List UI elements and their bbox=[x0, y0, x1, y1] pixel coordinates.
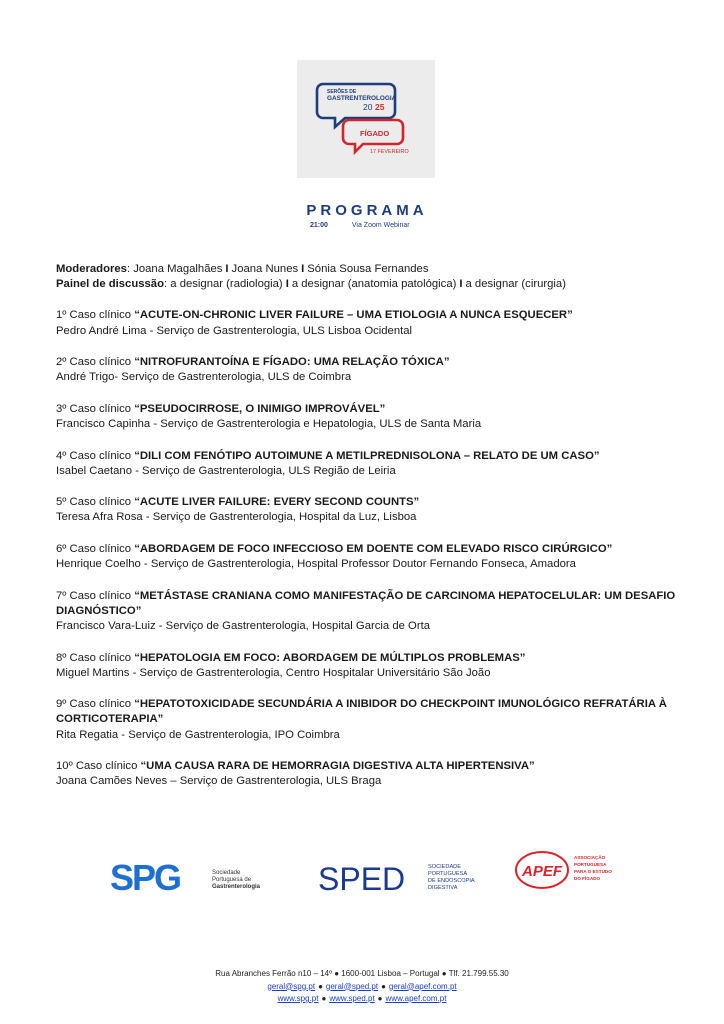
event-subline bbox=[310, 222, 410, 229]
separator: I bbox=[285, 278, 289, 291]
sped-logo bbox=[318, 858, 488, 903]
email-link-sped[interactable]: geral@sped.pt bbox=[325, 981, 379, 991]
footer-websites bbox=[0, 993, 724, 1006]
logo-topic: FÍGADO bbox=[360, 129, 390, 138]
apef-line2: PORTUGUESA bbox=[574, 862, 607, 867]
moderator-name: Joana Nunes bbox=[231, 263, 299, 275]
spg-line1: Sociedade bbox=[212, 870, 241, 876]
case-item bbox=[56, 449, 676, 479]
footer-address: Rua Abranches Ferrão n10 – 14º ● 1600-001 Lisboa – Portugal ● Tlf. 21.799.55.30 bbox=[215, 969, 509, 978]
case-presenter: Isabel Caetano - Serviço de Gastrenterologia, ULS Região de Leiria bbox=[56, 464, 396, 477]
case-item bbox=[56, 542, 676, 572]
website-link-spg[interactable]: www.spg.pt bbox=[277, 994, 319, 1003]
case-prefix: 5º Caso clínico bbox=[56, 496, 132, 509]
spg-logo bbox=[110, 858, 280, 903]
moderators-label: Moderadores bbox=[56, 263, 127, 275]
event-logo bbox=[297, 60, 435, 178]
case-prefix: 6º Caso clínico bbox=[56, 542, 132, 555]
event-time: 21:00 bbox=[310, 222, 328, 229]
apef-logo bbox=[514, 848, 614, 901]
case-title: “HEPATOLOGIA EM FOCO: ABORDAGEM DE MÚLTIPLOS PROBLEMAS” bbox=[134, 651, 526, 664]
moderator-name: Joana Magalhães bbox=[133, 263, 223, 275]
case-title: “DILI COM FENÓTIPO AUTOIMUNE A METILPREDNISOLONA – RELATO DE UM CASO” bbox=[134, 449, 600, 462]
footer-emails bbox=[0, 981, 724, 994]
panel-label: Painel de discussão bbox=[56, 278, 164, 291]
panel-line: Painel de discussão: a designar (radiologia) I a designar (anatomia patológica) I a designar (cirurgia) bbox=[56, 278, 566, 291]
separator: I bbox=[225, 263, 229, 275]
case-title: “HEPATOTOXICIDADE SECUNDÁRIA A INIBIDOR DO CHECKPOINT IMUNOLÓGICO REFRATÁRIA À CORTICOTERAPIA” bbox=[56, 698, 667, 726]
case-title: “UMA CAUSA RARA DE HEMORRAGIA DIGESTIVA ALTA HIPERTENSIVA” bbox=[140, 760, 535, 773]
panel-item: a designar (anatomia patológica) bbox=[291, 278, 457, 291]
event-location: Via Zoom Webinar bbox=[351, 222, 410, 229]
case-list bbox=[56, 308, 676, 789]
case-presenter: Miguel Martins - Serviço de Gastrenterologia, Centro Hospitalar Universitário São João bbox=[56, 666, 491, 679]
case-item bbox=[56, 589, 676, 635]
case-item bbox=[56, 697, 676, 743]
case-prefix: 1º Caso clínico bbox=[56, 309, 132, 322]
website-link-sped[interactable]: www.sped.pt bbox=[329, 994, 375, 1003]
separator: I bbox=[301, 263, 305, 275]
panel-item: a designar (radiologia) bbox=[170, 278, 283, 291]
sponsor-logos bbox=[0, 848, 724, 908]
logo-line2: GASTRENTEROLOGIA bbox=[327, 95, 397, 102]
logo-line1: SERÕES DE bbox=[327, 89, 357, 95]
bullet: ● bbox=[377, 994, 383, 1003]
case-item bbox=[56, 355, 676, 385]
case-prefix: 8º Caso clínico bbox=[56, 651, 132, 664]
case-presenter: Francisco Vara-Luiz - Serviço de Gastrenterologia, Hospital Garcia de Orta bbox=[56, 620, 430, 633]
spg-mark: SPG bbox=[110, 858, 181, 898]
sped-line3: DE ENDOSCOPIA bbox=[428, 878, 475, 884]
panel-item: a designar (cirurgia) bbox=[465, 278, 566, 291]
case-title: “ACUTE LIVER FAILURE: EVERY SECOND COUNTS” bbox=[134, 496, 420, 509]
bullet: ● bbox=[321, 994, 327, 1003]
case-presenter: Rita Regatia - Serviço de Gastrenterologia, IPO Coimbra bbox=[56, 728, 340, 741]
apef-line3: PARA O ESTUDO bbox=[574, 869, 612, 874]
case-presenter: Henrique Coelho - Serviço de Gastrenterologia, Hospital Professor Doutor Fernando Fonseca, Amadora bbox=[56, 558, 576, 571]
moderator-name: Sónia Sousa Fernandes bbox=[307, 263, 429, 275]
sped-line4: DIGESTIVA bbox=[428, 885, 458, 891]
case-title: “PSEUDOCIRROSE, O INIMIGO IMPROVÁVEL” bbox=[134, 402, 386, 415]
spg-line2: Portuguesa de bbox=[212, 877, 252, 883]
case-prefix: 10º Caso clínico bbox=[56, 760, 138, 773]
sped-line2: PORTUGUESA bbox=[428, 871, 468, 877]
separator: I bbox=[459, 278, 463, 291]
case-prefix: 7º Caso clínico bbox=[56, 589, 132, 602]
sped-mark: SPED bbox=[318, 861, 406, 897]
case-title: “ACUTE-ON-CHRONIC LIVER FAILURE – UMA ETIOLOGIA A NUNCA ESQUECER” bbox=[134, 309, 573, 322]
email-link-apef[interactable]: geral@apef.com.pt bbox=[388, 981, 457, 991]
case-presenter: Teresa Afra Rosa - Serviço de Gastrenterologia, Hospital da Luz, Lisboa bbox=[56, 511, 417, 524]
sped-line1: SOCIEDADE bbox=[428, 864, 461, 870]
case-item bbox=[56, 402, 676, 432]
email-link-spg[interactable]: geral@spg.pt bbox=[267, 981, 316, 991]
logo-year-suffix: 25 bbox=[375, 102, 385, 112]
bullet: ● bbox=[318, 981, 323, 991]
website-link-apef[interactable]: www.apef.com.pt bbox=[385, 994, 447, 1003]
case-title: “METÁSTASE CRANIANA COMO MANIFESTAÇÃO DE CARCINOMA HEPATOCELULAR: UM DESAFIO DIAGNÓSTICO” bbox=[56, 589, 676, 617]
case-item bbox=[56, 495, 676, 525]
case-title: “ABORDAGEM DE FOCO INFECCIOSO EM DOENTE COM ELEVADO RISCO CIRÚRGICO” bbox=[134, 542, 613, 555]
case-prefix: 3º Caso clínico bbox=[56, 402, 132, 415]
case-presenter: Pedro André Lima - Serviço de Gastrenterologia, ULS Lisboa Ocidental bbox=[56, 324, 413, 337]
case-item bbox=[56, 759, 676, 789]
apef-line4: DO FÍGADO bbox=[574, 876, 601, 881]
apef-mark: APEF bbox=[522, 863, 563, 880]
case-title: “NITROFURANTOÍNA E FÍGADO: UMA RELAÇÃO TÓXICA” bbox=[134, 356, 450, 369]
case-presenter: Francisco Capinha - Serviço de Gastrenterologia e Hepatologia, ULS de Santa Maria bbox=[56, 418, 482, 431]
case-prefix: 9º Caso clínico bbox=[56, 698, 132, 711]
spg-line3: Gastrenterologia bbox=[212, 884, 261, 890]
page-title: PROGRAMA bbox=[306, 202, 428, 219]
case-prefix: 4º Caso clínico bbox=[56, 449, 132, 462]
logo-date: 17 FEVEREIRO bbox=[370, 149, 409, 155]
footer bbox=[0, 968, 724, 1006]
case-item bbox=[56, 651, 676, 681]
program-content bbox=[56, 262, 676, 790]
case-item bbox=[56, 308, 676, 338]
case-prefix: 2º Caso clínico bbox=[56, 356, 132, 369]
bullet: ● bbox=[381, 981, 386, 991]
case-presenter: Joana Camões Neves – Serviço de Gastrenterologia, ULS Braga bbox=[56, 775, 382, 788]
apef-line1: ASSOCIAÇÃO bbox=[574, 855, 606, 860]
case-presenter: André Trigo- Serviço de Gastrenterologia, ULS de Coimbra bbox=[56, 371, 352, 384]
moderators-line: Moderadores: Joana Magalhães I Joana Nunes I Sónia Sousa Fernandes bbox=[56, 263, 429, 275]
logo-year-prefix: 20 bbox=[363, 102, 373, 112]
moderation-block bbox=[56, 262, 676, 292]
